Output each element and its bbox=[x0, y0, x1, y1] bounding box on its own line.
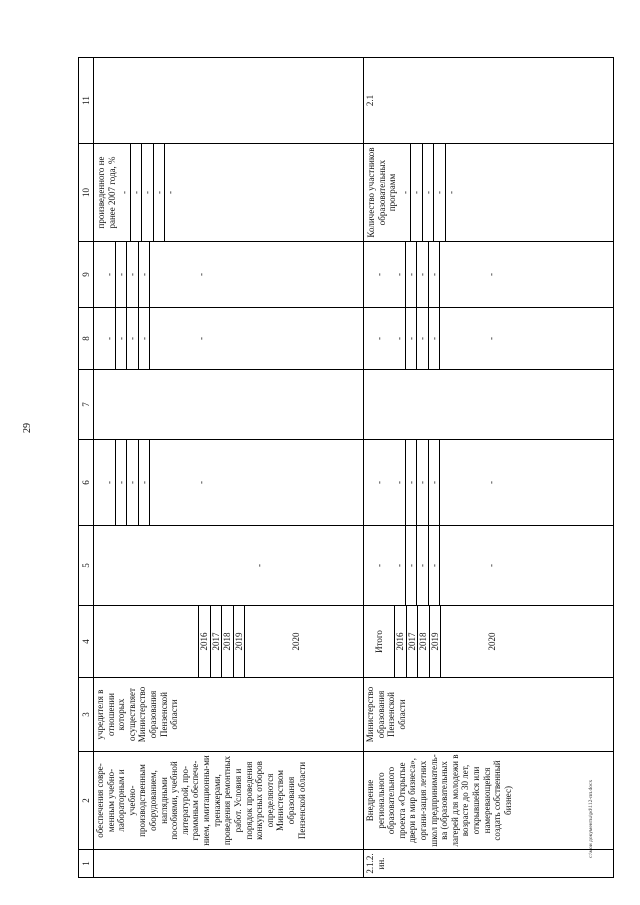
dash: - bbox=[400, 144, 412, 241]
value-cell bbox=[364, 308, 614, 370]
dash: - bbox=[374, 564, 384, 567]
col-header: 1 bbox=[79, 850, 94, 878]
dash: - bbox=[429, 526, 441, 605]
year-list bbox=[94, 606, 364, 678]
header-row bbox=[79, 58, 94, 878]
year: 2020 bbox=[291, 632, 301, 651]
col-header: 8 bbox=[79, 308, 94, 370]
dash: - bbox=[165, 191, 176, 194]
dash: - bbox=[394, 526, 406, 605]
dash: - bbox=[116, 242, 128, 307]
dash: - bbox=[196, 337, 206, 340]
year: 2020 bbox=[487, 632, 497, 651]
item-number bbox=[94, 850, 364, 878]
indicator-cell bbox=[364, 144, 614, 242]
link-cell: 2.1 bbox=[364, 58, 614, 144]
dash: - bbox=[139, 308, 151, 369]
indicator-name: произведенного не ранее 2007 года, % bbox=[96, 156, 117, 229]
year: 2016 bbox=[199, 606, 211, 677]
dash: - bbox=[429, 242, 441, 307]
dash: - bbox=[116, 440, 128, 525]
executor: учредителя в отношении которых осуществляет Министерство образования Пензенской области bbox=[94, 678, 364, 752]
year-list bbox=[364, 606, 614, 678]
col-header: 9 bbox=[79, 242, 94, 308]
dash: - bbox=[406, 308, 418, 369]
dash: - bbox=[423, 144, 435, 241]
value-cell bbox=[364, 526, 614, 606]
dash: - bbox=[119, 144, 131, 241]
dash: - bbox=[486, 481, 496, 484]
dash: - bbox=[374, 273, 384, 276]
col-header: 2 bbox=[79, 752, 94, 850]
value-cell bbox=[94, 440, 364, 526]
table-row bbox=[94, 58, 364, 878]
dash: - bbox=[486, 273, 496, 276]
dash: - bbox=[429, 440, 441, 525]
dash: - bbox=[139, 440, 151, 525]
value-cell bbox=[94, 308, 364, 370]
value-cell bbox=[94, 242, 364, 308]
indicator-name: Количество участников образовательных программ bbox=[366, 147, 398, 238]
dash: - bbox=[411, 144, 423, 241]
dash: - bbox=[394, 440, 406, 525]
dash: - bbox=[374, 481, 384, 484]
table-row bbox=[364, 58, 614, 878]
value-cell bbox=[94, 526, 364, 606]
year: 2018 bbox=[418, 606, 430, 677]
dash: - bbox=[417, 308, 429, 369]
measure-description: обеспечения совре-менным учебно-лабораторным и учебно-производственным оборудованием, наглядными пособиями, учебной литературой, про-граммным обеспече-нием, имитационны-ми тренажерами, проведения ремонтных работ. Условия и порядок проведения конкурсных отборов определяются Министерством образования Пензенской области bbox=[94, 752, 364, 850]
dash: - bbox=[254, 564, 264, 567]
dash: - bbox=[417, 440, 429, 525]
dash: - bbox=[486, 337, 496, 340]
dash: - bbox=[127, 440, 139, 525]
value-cell bbox=[364, 440, 614, 526]
col-header: 3 bbox=[79, 678, 94, 752]
year: 2019 bbox=[234, 606, 246, 677]
total-label: Итого bbox=[374, 630, 384, 653]
dash: - bbox=[154, 144, 166, 241]
col-header: 7 bbox=[79, 370, 94, 440]
program-table bbox=[78, 57, 614, 878]
dash: - bbox=[116, 308, 128, 369]
measure-description: Внедрение регионального образовательного проекта «Открытые двери в мир бизнеса», органи-зация летних школ предприниматель-ва (образовательных лагерей для молодежи в возрасте до 30 лет, открывшейся или намеревающейся создать собственный бизнес) bbox=[364, 752, 614, 850]
dash: - bbox=[196, 481, 206, 484]
col-header: 4 bbox=[79, 606, 94, 678]
dash: - bbox=[445, 191, 456, 194]
dash: - bbox=[434, 144, 446, 241]
dash: - bbox=[374, 337, 384, 340]
dash: - bbox=[127, 242, 139, 307]
year: 2019 bbox=[430, 606, 442, 677]
dash: - bbox=[486, 564, 496, 567]
dash: - bbox=[406, 242, 418, 307]
dash: - bbox=[394, 308, 406, 369]
dash: - bbox=[406, 526, 418, 605]
page-number: 29 bbox=[22, 423, 33, 433]
value-cell bbox=[364, 242, 614, 308]
col-header: 5 bbox=[79, 526, 94, 606]
col-header: 11 bbox=[79, 58, 94, 144]
executor: Министерство образования Пензенской области bbox=[364, 678, 614, 752]
year: 2016 bbox=[395, 606, 407, 677]
dash: - bbox=[104, 440, 116, 525]
dash: - bbox=[127, 308, 139, 369]
dash: - bbox=[417, 242, 429, 307]
value-cell bbox=[364, 370, 614, 440]
item-number: 2.1.2. ин. bbox=[364, 850, 614, 878]
link-cell bbox=[94, 58, 364, 144]
dash: - bbox=[417, 526, 429, 605]
dash: - bbox=[142, 144, 154, 241]
year: 2018 bbox=[222, 606, 234, 677]
dash: - bbox=[104, 242, 116, 307]
dash: - bbox=[429, 308, 441, 369]
dash: - bbox=[104, 308, 116, 369]
dash: - bbox=[406, 440, 418, 525]
dash: - bbox=[196, 273, 206, 276]
indicator-cell bbox=[94, 144, 364, 242]
file-path-footer: c:\мои документы\pd\112-пп.docx bbox=[588, 779, 594, 858]
dash: - bbox=[394, 242, 406, 307]
year: 2017 bbox=[211, 606, 223, 677]
dash: - bbox=[139, 242, 151, 307]
dash: - bbox=[131, 144, 143, 241]
col-header: 10 bbox=[79, 144, 94, 242]
value-cell bbox=[94, 370, 364, 440]
col-header: 6 bbox=[79, 440, 94, 526]
program-table-sheet bbox=[78, 78, 614, 878]
year: 2017 bbox=[407, 606, 419, 677]
